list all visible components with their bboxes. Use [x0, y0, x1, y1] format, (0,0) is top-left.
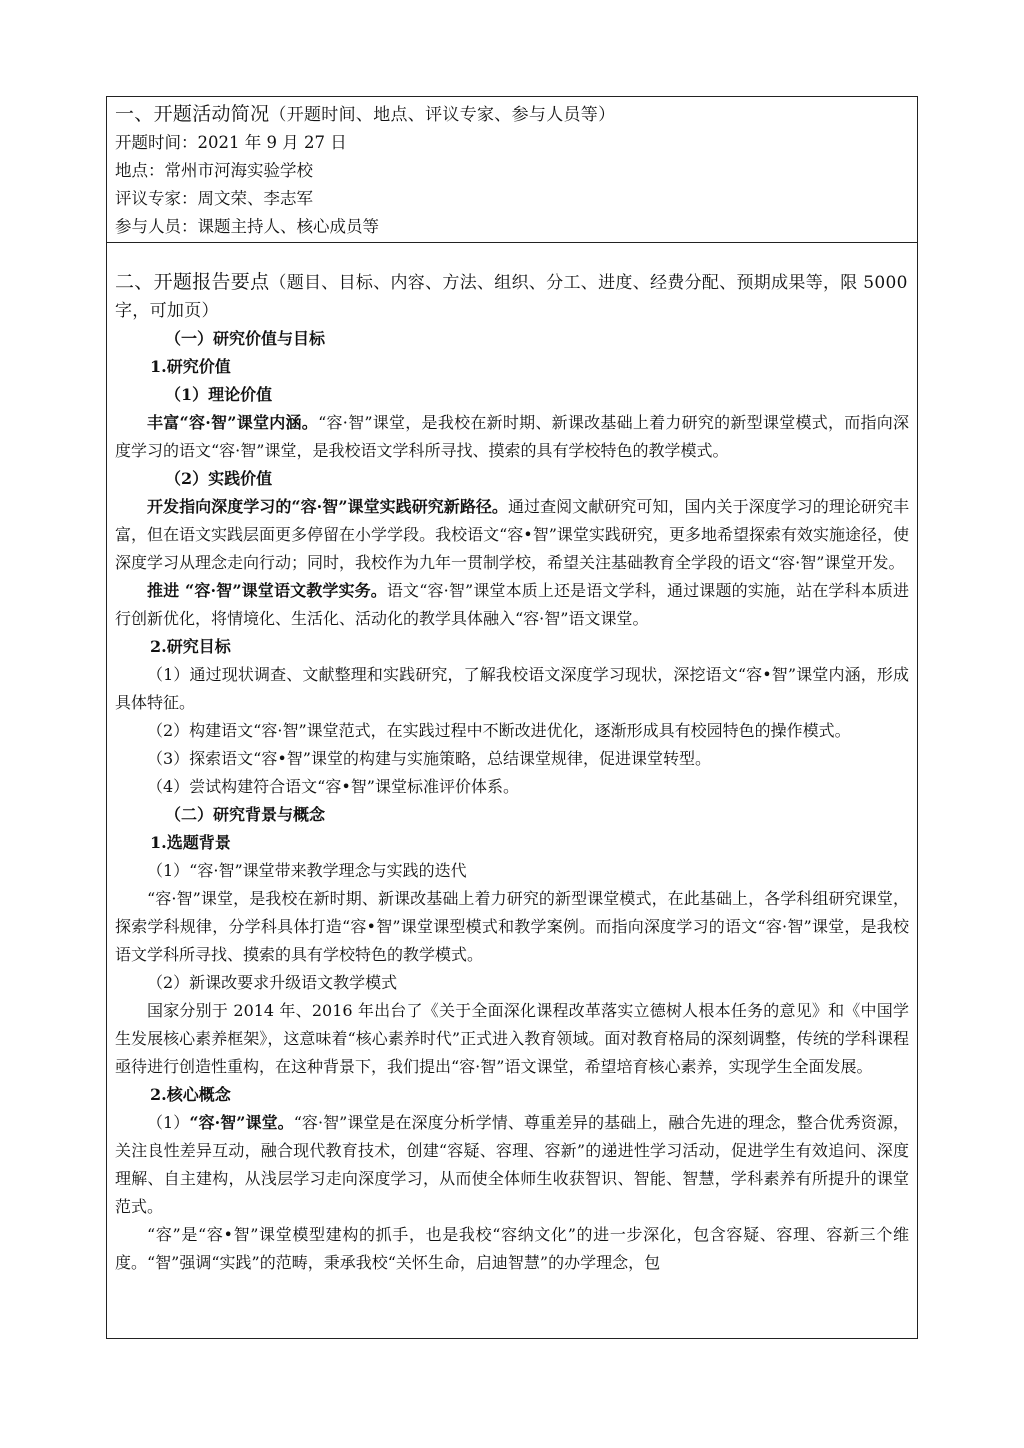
- section2-heading: [115, 269, 909, 325]
- part2-heading: （二）研究背景与概念: [165, 805, 326, 824]
- section-activity-overview: [107, 97, 917, 243]
- background-2-title: （2）新课改要求升级语文教学模式: [147, 973, 398, 992]
- concept-2-paragraph: “容”是“容•智”课堂模型建构的抓手，也是我校“容纳文化”的进一步深化，包含容疑、容理、容新三个维度。“智”强调“实践”的范畴，秉承我校“关怀生命，启迪智慧”的办学理念，包: [115, 1225, 909, 1272]
- theory-heading: （1）理论价值: [165, 385, 273, 404]
- practice-text-2: 语文“容·智”课堂本质上还是语文学科，通过课题的实施，站在学科本质进行创新优化，将情境化、生活化、活动化的教学具体融入“容·智”语文课堂。: [115, 581, 909, 628]
- section2-title: 二、开题报告要点: [115, 271, 270, 293]
- info-participants: 参与人员：课题主持人、核心成员等: [115, 217, 379, 236]
- theory-text: “容·智”课堂，是我校在新时期、新课改基础上着力研究的新型课堂模式，而指向深度学习的语文“容·智”课堂，是我校语文学科所寻找、摸索的具有学校特色的教学模式。: [115, 413, 909, 460]
- concept-1-prefix: （1）: [147, 1113, 190, 1132]
- info-location: 地点：常州市河海实验学校: [115, 161, 313, 180]
- report-table: [106, 96, 918, 1339]
- part1-heading: （一）研究价值与目标: [165, 329, 326, 348]
- practice-paragraph-2: [115, 577, 909, 633]
- info-time: 开题时间：2021 年 9 月 27 日: [115, 133, 347, 152]
- value-heading: 1.研究价值: [150, 357, 231, 376]
- goals-heading: 2.研究目标: [150, 637, 231, 656]
- goal-item: （3）探索语文“容•智”课堂的构建与实施策略，总结课堂规律，促进课堂转型。: [147, 749, 711, 768]
- practice-lead-2: 推进 “容·智”课堂语文教学实务。: [147, 581, 387, 600]
- concept-1-paragraph: [115, 1109, 909, 1221]
- background-heading: 1.选题背景: [150, 833, 231, 852]
- section1-note: （开题时间、地点、评议专家、参与人员等）: [269, 105, 616, 125]
- section2-note: （题目、目标、内容、方法、组织、分工、进度、经费分配、预期成果等，限 5000 字，可加页）: [115, 273, 908, 321]
- background-1-text: “容·智”课堂，是我校在新时期、新课改基础上着力研究的新型课堂模式，在此基础上，各学科组研究课堂，探索学科规律，分学科具体打造“容•智”课堂课型模式和教学案例。而指向深度学习的语文“容·智”课堂，是我校语文学科所寻找、摸索的具有学校特色的教学模式。: [115, 889, 909, 964]
- concept-1-lead: “容·智”课堂。: [189, 1113, 294, 1132]
- concept-heading: 2.核心概念: [150, 1085, 231, 1104]
- background-1-title: （1）“容·智”课堂带来教学理念与实践的迭代: [147, 861, 467, 880]
- practice-text-1: 通过查阅文献研究可知，国内关于深度学习的理论研究丰富，但在语文实践层面更多停留在小学学段。我校语文“容•智”课堂实践研究，更多地希望探索有效实施途径，使深度学习从理念走向行动；同时，我校作为九年一贯制学校，希望关注基础教育全学段的语文“容·智”课堂开发。: [115, 497, 909, 572]
- section-report-points: [107, 243, 917, 1338]
- section1-heading: [115, 101, 909, 129]
- goal-item: （2）构建语文“容·智”课堂范式，在实践过程中不断改进优化，逐渐形成具有校园特色的操作模式。: [147, 721, 851, 740]
- section1-title: 一、开题活动简况: [115, 103, 270, 125]
- concept-1-text: “容·智”课堂是在深度分析学情、尊重差异的基础上，融合先进的理念，整合优秀资源，关注良性差异互动，融合现代教育技术，创建“容疑、容理、容新”的递进性学习活动，促进学生有效追问、深度理解、自主建构，从浅层学习走向深度学习，从而使全体师生收获智识、智能、智慧，学科素养有所提升的课堂范式。: [115, 1113, 909, 1216]
- theory-paragraph: [115, 409, 909, 465]
- goal-item: （1）通过现状调查、文献整理和实践研究，了解我校语文深度学习现状，深挖语文“容•智”课堂内涵，形成具体特征。: [115, 665, 909, 712]
- goal-item: （4）尝试构建符合语文“容•智”课堂标准评价体系。: [147, 777, 519, 796]
- background-2-text: 国家分别于 2014 年、2016 年出台了《关于全面深化课程改革落实立德树人根本任务的意见》和《中国学生发展核心素养框架》，这意味着“核心素养时代”正式进入教育领域。面对教育格局的深刻调整，传统的学科课程亟待进行创造性重构，在这种背景下，我们提出“容·智”语文课堂，希望培育核心素养，实现学生全面发展。: [115, 1001, 909, 1076]
- theory-lead: 丰富“容·智”课堂内涵。: [147, 413, 319, 432]
- practice-paragraph-1: [115, 493, 909, 577]
- info-experts: 评议专家：周文荣、李志军: [115, 189, 313, 208]
- practice-heading: （2）实践价值: [165, 469, 273, 488]
- practice-lead-1: 开发指向深度学习的“容·智”课堂实践研究新路径。: [147, 497, 508, 516]
